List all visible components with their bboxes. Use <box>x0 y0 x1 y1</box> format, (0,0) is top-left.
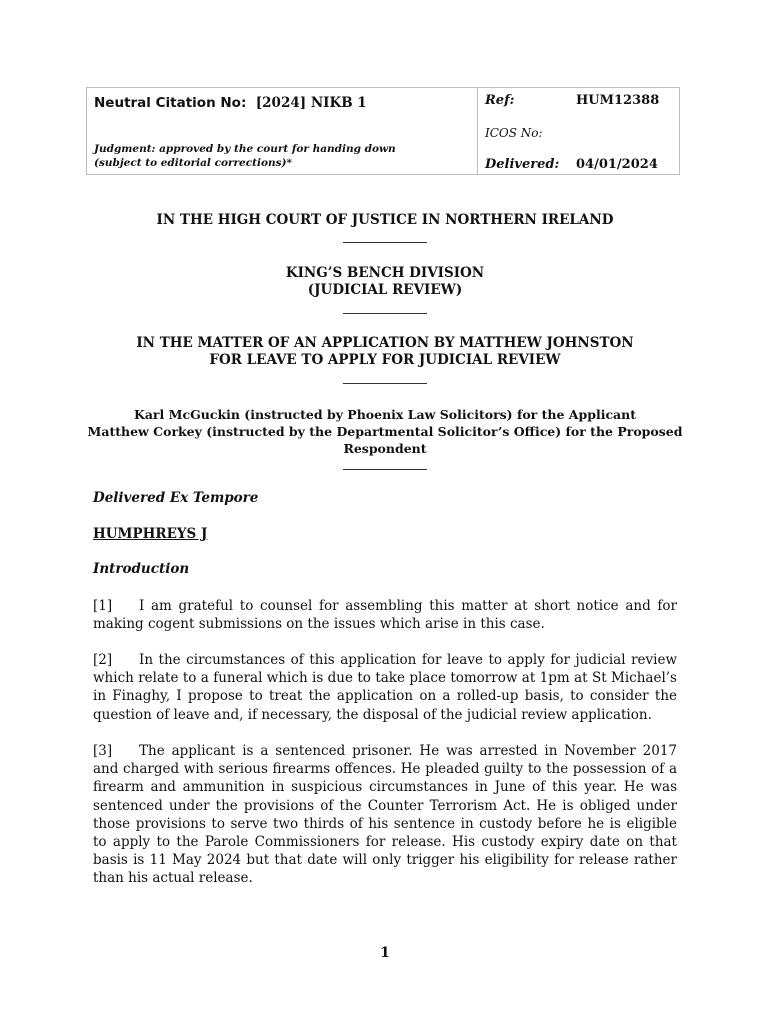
judge-name: HUMPHREYS J <box>93 526 208 542</box>
ref-label: Ref: <box>485 93 515 108</box>
paragraph-number: [2] <box>93 652 113 668</box>
delivered-value: 04/01/2024 <box>576 157 658 172</box>
neutral-citation <box>94 95 367 111</box>
citation-box <box>86 87 680 175</box>
paragraph <box>93 597 677 633</box>
ref-value: HUM12388 <box>576 93 660 108</box>
court-name: IN THE HIGH COURT OF JUSTICE IN NORTHERN IRELAND <box>156 212 614 228</box>
neutral-citation-value: [2024] NIKB 1 <box>255 95 367 111</box>
section-heading: Introduction <box>93 561 190 577</box>
divider-rule-4 <box>343 469 427 470</box>
divider-rule-1 <box>343 242 427 243</box>
counsel-line2: Matthew Corkey (instructed by the Departmental Solicitor’s Office) for the Proposed <box>87 424 683 439</box>
divider-rule-2 <box>343 313 427 314</box>
matter-line1: IN THE MATTER OF AN APPLICATION BY MATTHEW JOHNSTON <box>136 335 634 351</box>
delivered-ex-tempore: Delivered Ex Tempore <box>93 490 259 506</box>
divider-rule-3 <box>343 383 427 384</box>
matter-title <box>86 335 684 369</box>
icos-label: ICOS No: <box>485 126 543 140</box>
division-line2: (JUDICIAL REVIEW) <box>307 282 463 298</box>
paragraph-number: [1] <box>93 598 113 614</box>
judgment-note-line2: (subject to editorial corrections)* <box>94 157 292 169</box>
division-line1: KING’S BENCH DIVISION <box>285 265 485 281</box>
paragraph-number: [3] <box>93 743 113 759</box>
delivered-label: Delivered: <box>485 157 560 172</box>
counsel-line3: Respondent <box>343 441 427 456</box>
division <box>86 265 684 299</box>
citation-divider <box>477 88 478 174</box>
paragraph-text: I am grateful to counsel for assembling this matter at short notice and for making cogent submissions on the issues which arise in this case. <box>93 598 677 633</box>
paragraph <box>93 742 677 888</box>
counsel-line1: Karl McGuckin (instructed by Phoenix Law Solicitors) for the Applicant <box>133 407 637 422</box>
paragraph-text: In the circumstances of this application for leave to apply for judicial review which relate to a funeral which is due to take place tomorrow at 1pm at St Michael’s in Finaghy, I propose to treat the application on a rolled-up basis, to consider the question of leave and, if necessary, the disposal of the judicial review application. <box>93 652 677 723</box>
matter-line2: FOR LEAVE TO APPLY FOR JUDICIAL REVIEW <box>209 352 561 368</box>
counsel-block <box>86 406 684 457</box>
judgment-note-line1: Judgment: approved by the court for handing down <box>94 143 396 155</box>
judgment-note <box>94 142 464 170</box>
paragraph <box>93 651 677 724</box>
paragraph-text: The applicant is a sentenced prisoner. He was arrested in November 2017 and charged with serious firearms offences. He pleaded guilty to the possession of a firearm and ammunition in suspicious circumstances in June of this year. He was sentenced under the provisions of the Counter Terrorism Act. He is obliged under those provisions to serve two thirds of his sentence in custody before he is eligible to apply to the Parole Commissioners for release. His custody expiry date on that basis is 11 May 2024 but that date will only trigger his eligibility for release rather than his actual release. <box>93 743 677 887</box>
neutral-citation-label: Neutral Citation No: <box>94 95 247 111</box>
page-number: 1 <box>380 945 390 961</box>
